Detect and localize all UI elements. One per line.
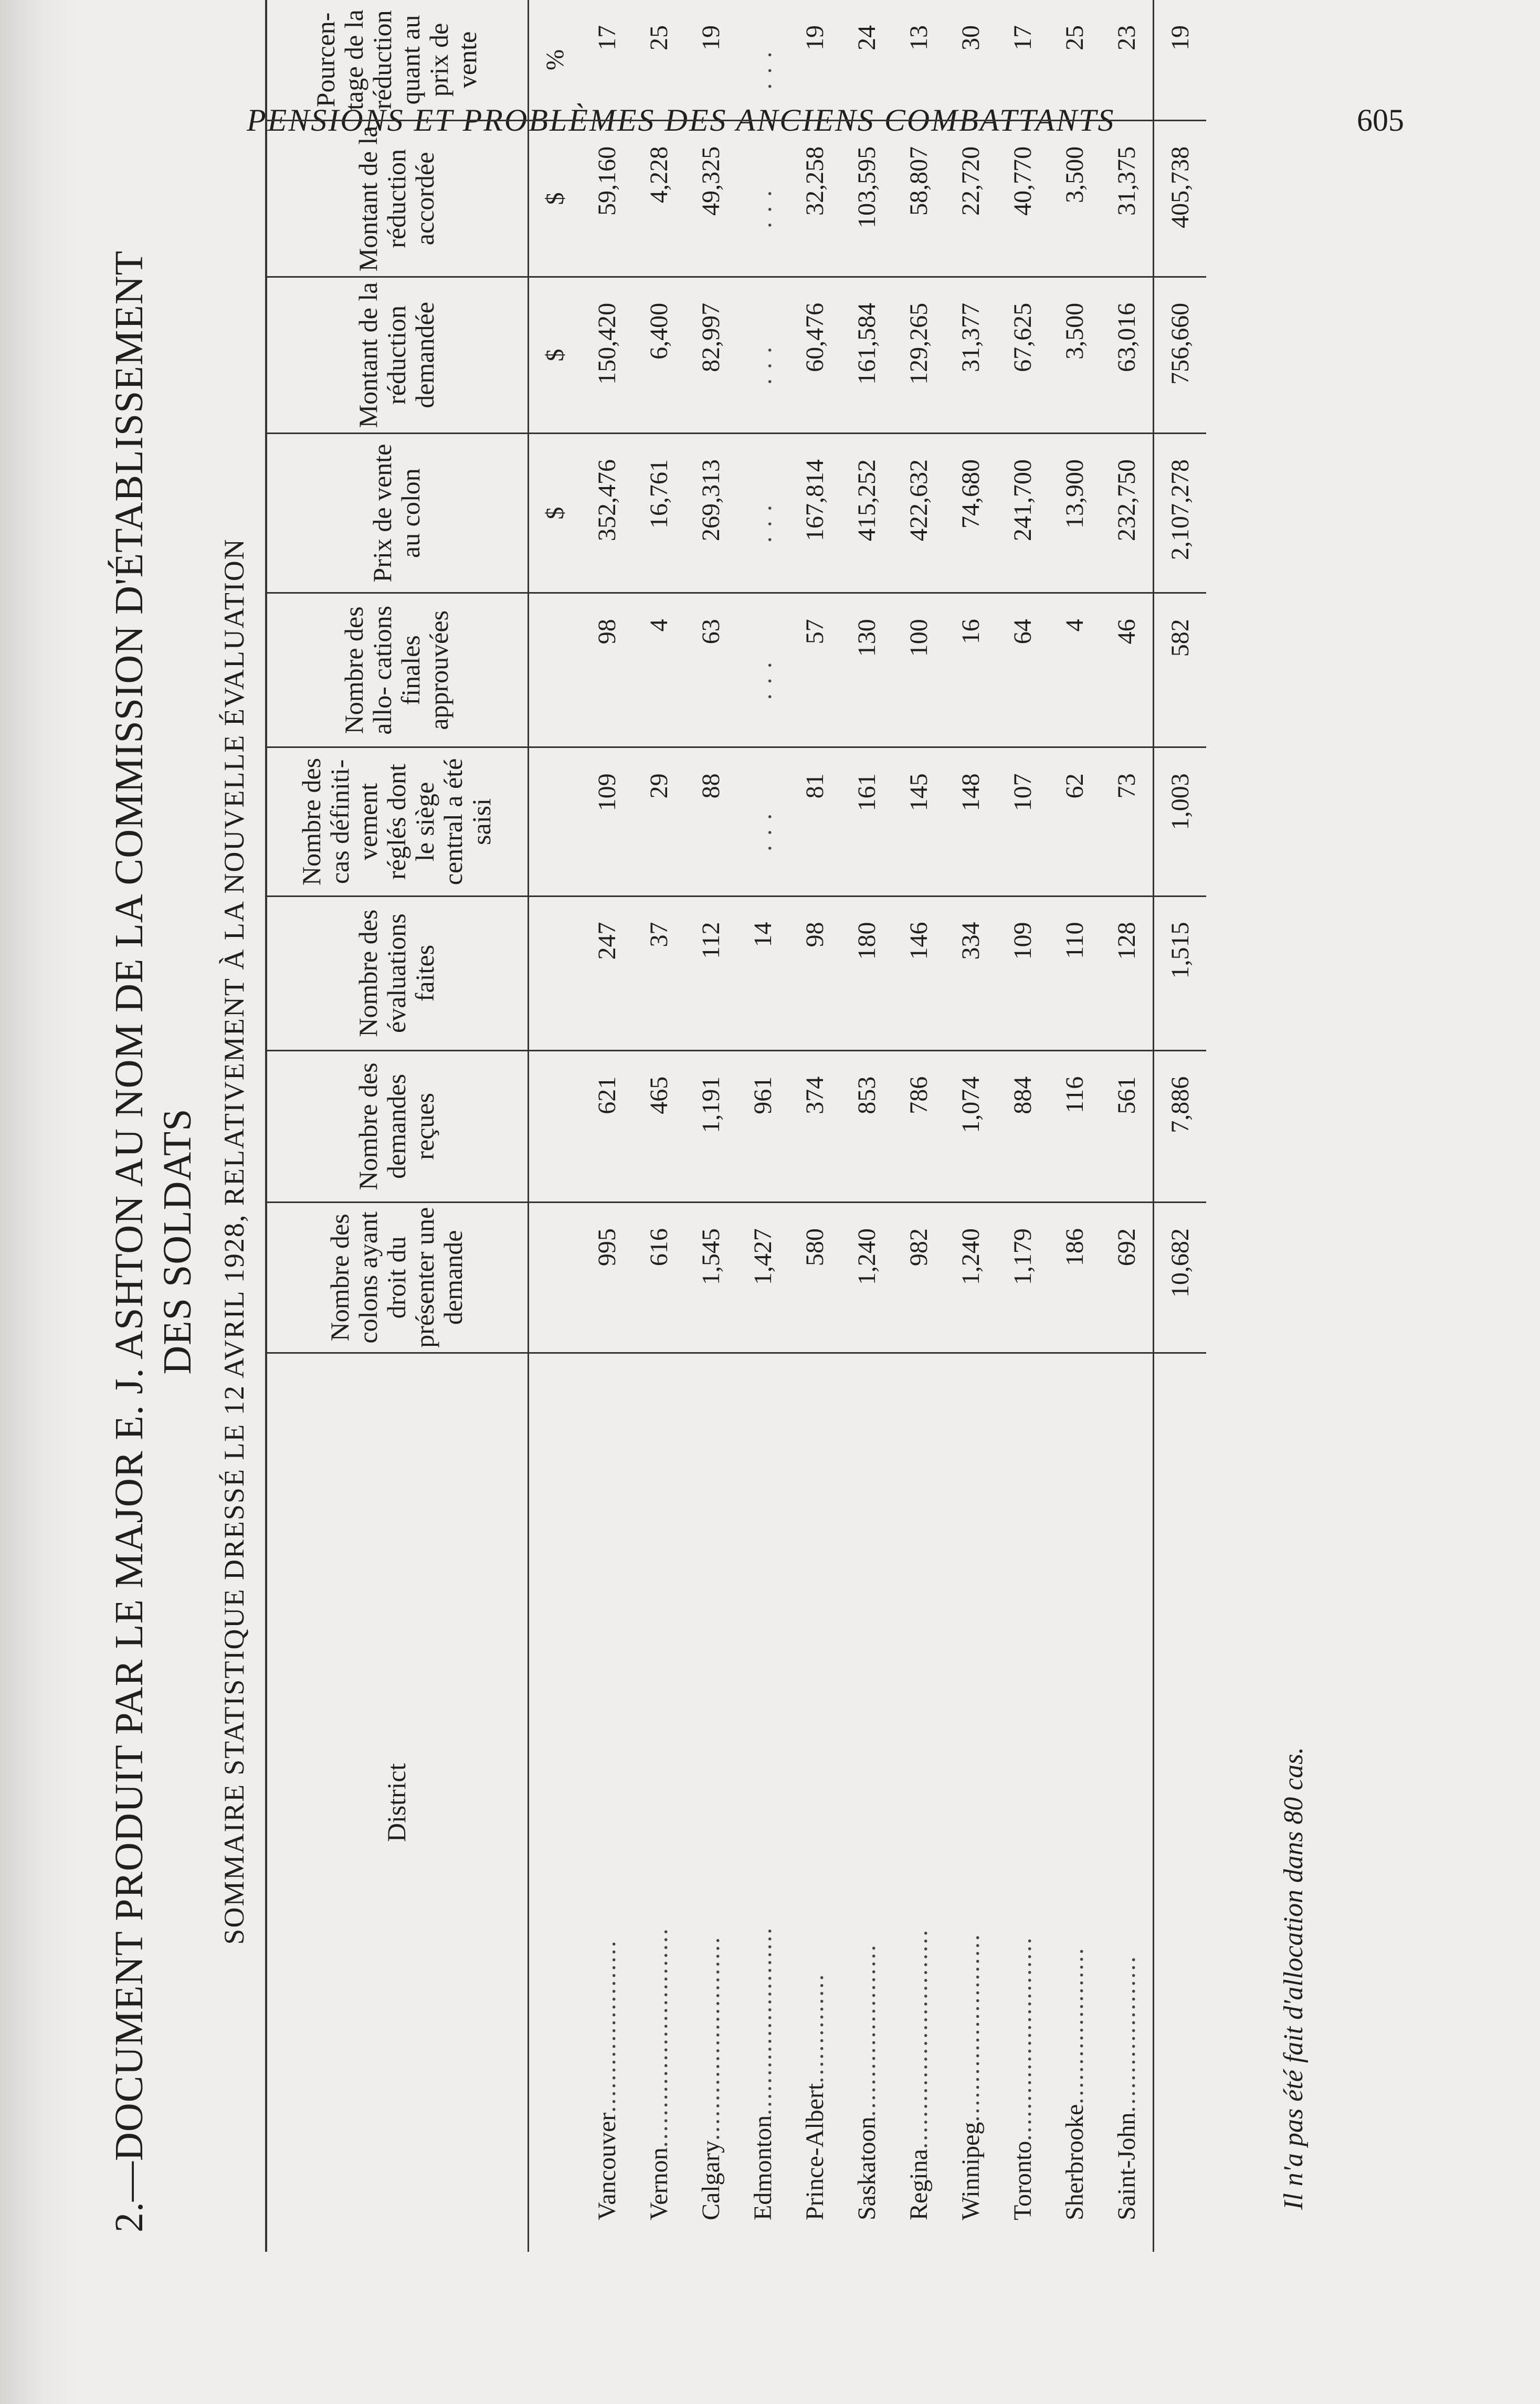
cell-accordee: 4,228 (633, 120, 685, 277)
cell-evaluations: 109 (997, 896, 1049, 1050)
cell-allocations: 46 (1101, 593, 1154, 747)
leader-dots: .................... (1113, 1955, 1141, 2113)
table-header-row (265, 0, 529, 2252)
cell-demandes: 465 (633, 1050, 685, 1202)
cell-prix: 13,900 (1049, 433, 1101, 593)
header-prix-label: Prix de vente au colon (367, 444, 425, 583)
header-allocations: Nombre des allo- cations finales approuvées (265, 593, 529, 747)
district-name: Winnipeg (957, 2122, 985, 2220)
cell-demandee: 67,625 (997, 277, 1049, 433)
cell-allocations: 63 (685, 593, 737, 747)
header-pourcentage-label: Pourcen- tage de la réduction quant au prix de vente (311, 9, 482, 110)
unit-cell-pourcentage: % (541, 49, 569, 70)
cell-demandee: 6,400 (633, 277, 685, 433)
cell-allocations: 16 (945, 593, 997, 747)
table-row (633, 0, 685, 2252)
table-row (945, 0, 997, 2252)
leader-dots: ...................... (593, 1939, 621, 2113)
cell-accordee: 58,807 (893, 120, 945, 277)
running-head: PENSIONS ET PROBLÈMES DES ANCIENS COMBATTANTS (247, 103, 1115, 138)
district-cell (685, 1353, 737, 2252)
cell-accordee: 22,720 (945, 120, 997, 277)
cell-evaluations: 128 (1101, 896, 1154, 1050)
cell-accordee: 103,595 (841, 120, 893, 277)
cell-evaluations: 14 (737, 896, 789, 1050)
cell-prix: 167,814 (789, 433, 841, 593)
table-row (1101, 0, 1154, 2252)
table-row (997, 0, 1049, 2252)
cell-allocations: 57 (789, 593, 841, 747)
leader-dots: ........................ (957, 1933, 985, 2122)
cell-pourcentage: 19 (697, 25, 725, 50)
cell-colons: 692 (1101, 1203, 1154, 1353)
district-cell (789, 1353, 841, 2252)
cell-evaluations: 110 (1049, 896, 1101, 1050)
cell-colons: 1,545 (685, 1203, 737, 1353)
cell-colons: 1,240 (841, 1203, 893, 1353)
cell-accordee: 3,500 (1049, 120, 1101, 277)
cell-demandes: 961 (737, 1050, 789, 1202)
cell-accordee: 49,325 (685, 120, 737, 277)
cell-pourcentage: 23 (1113, 25, 1141, 50)
header-evaluations: Nombre des évaluations faites (265, 896, 529, 1050)
district-name: Saskatoon (853, 2116, 881, 2220)
cell-accordee: . . . (737, 120, 789, 277)
cell-colons: 616 (633, 1203, 685, 1353)
table-row (893, 0, 945, 2252)
cell-demandee: 63,016 (1101, 277, 1154, 433)
table-row (685, 0, 737, 2252)
district-cell (633, 1353, 685, 2252)
cell-cas: 109 (581, 747, 633, 896)
district-name: Prince-Albert (801, 2083, 829, 2220)
leader-dots: ............................ (905, 1928, 933, 2149)
total-pourcentage: 19 (1154, 0, 1207, 120)
district-name: Sherbrooke (1061, 2104, 1089, 2220)
cell-allocations: 98 (581, 593, 633, 747)
unit-cell-cas (529, 747, 582, 896)
leader-dots: .............. (801, 1973, 829, 2083)
cell-cas: 88 (685, 747, 737, 896)
leader-dots: .......................... (1009, 1936, 1037, 2141)
cell-pourcentage: 25 (1061, 25, 1089, 50)
cell-evaluations: 146 (893, 896, 945, 1050)
district-cell (581, 1353, 633, 2252)
header-pourcentage (265, 0, 529, 120)
title-line-2: DES SOLDATS (155, 1108, 199, 1375)
header-demandee (265, 277, 529, 433)
total-demandee: 756,660 (1154, 277, 1207, 433)
unit-cell-accordee: $ (529, 120, 582, 277)
district-name: Vernon (645, 2147, 673, 2220)
footnote: Il n'a pas été fait d'allocation dans 80 cas. (1279, 1747, 1309, 2210)
cell-demandes: 786 (893, 1050, 945, 1202)
cell-prix: 16,761 (633, 433, 685, 593)
district-name: Saint-John (1113, 2112, 1141, 2220)
table-row (841, 0, 893, 2252)
table-row (789, 0, 841, 2252)
cell-allocations: 64 (997, 593, 1049, 747)
total-cas: 1,003 (1154, 747, 1207, 896)
total-evaluations: 1,515 (1154, 896, 1207, 1050)
total-accordee: 405,738 (1154, 120, 1207, 277)
cell-demandes: 1,074 (945, 1050, 997, 1202)
totals-row (1154, 0, 1207, 2252)
district-cell (997, 1353, 1049, 2252)
unit-cell-prix: $ (529, 433, 582, 593)
cell-pourcentage: 19 (801, 25, 829, 50)
table-body (529, 0, 1207, 2252)
cell-accordee: 32,258 (789, 120, 841, 277)
cell-demandes: 621 (581, 1050, 633, 1202)
unit-cell-colons (529, 1203, 582, 1353)
leader-dots: ........................ (749, 1926, 777, 2115)
header-colons: Nombre des colons ayant droit du présenter une demande (265, 1203, 529, 1353)
district-name: Toronto (1009, 2141, 1037, 2220)
cell-prix: 352,476 (581, 433, 633, 593)
total-colons: 10,682 (1154, 1203, 1207, 1353)
cell-cas: 81 (789, 747, 841, 896)
table-row (737, 0, 789, 2252)
cell-allocations: 4 (633, 593, 685, 747)
district-cell (1101, 1353, 1154, 2252)
leader-dots: .................... (1061, 1946, 1089, 2104)
cell-demandes: 116 (1049, 1050, 1101, 1202)
cell-cas: 145 (893, 747, 945, 896)
page-number: 605 (1357, 103, 1404, 138)
cell-prix: 415,252 (841, 433, 893, 593)
header-prix (265, 433, 529, 593)
units-row (529, 0, 582, 2252)
header-accordee-label: Montant de la réduction accordée (353, 125, 439, 272)
table-row (581, 0, 633, 2252)
cell-pourcentage: 30 (957, 25, 985, 50)
cell-accordee: 59,160 (581, 120, 633, 277)
header-demandes: Nombre des demandes reçues (265, 1050, 529, 1202)
cell-prix: 241,700 (997, 433, 1049, 593)
cell-colons: 1,427 (737, 1203, 789, 1353)
cell-prix: 74,680 (945, 433, 997, 593)
cell-colons: 982 (893, 1203, 945, 1353)
cell-demandee: 129,265 (893, 277, 945, 433)
cell-pourcentage: 17 (593, 25, 621, 50)
cell-evaluations: 334 (945, 896, 997, 1050)
cell-colons: 1,179 (997, 1203, 1049, 1353)
cell-demandee: 82,997 (685, 277, 737, 433)
table-row (1049, 0, 1101, 2252)
cell-prix: 232,750 (1101, 433, 1154, 593)
district-cell (893, 1353, 945, 2252)
district-cell (1049, 1353, 1101, 2252)
cell-cas: 148 (945, 747, 997, 896)
district-name: Calgary (697, 2141, 725, 2220)
cell-accordee: 31,375 (1101, 120, 1154, 277)
cell-prix: 422,632 (893, 433, 945, 593)
cell-cas: 107 (997, 747, 1049, 896)
cell-prix: 269,313 (685, 433, 737, 593)
cell-prix: . . . (737, 433, 789, 593)
leader-dots: ............................ (645, 1927, 673, 2148)
leader-dots: ...................... (853, 1943, 881, 2117)
cell-demandes: 561 (1101, 1050, 1154, 1202)
cell-cas: 73 (1101, 747, 1154, 896)
header-district: District (265, 1353, 529, 2252)
cell-colons: 995 (581, 1203, 633, 1353)
cell-colons: 186 (1049, 1203, 1101, 1353)
cell-pourcentage: 25 (645, 25, 673, 50)
unit-cell-allocations (529, 593, 582, 747)
cell-allocations: . . . (737, 593, 789, 747)
district-name: Regina (905, 2149, 933, 2220)
cell-allocations: 100 (893, 593, 945, 747)
district-cell (945, 1353, 997, 2252)
title-line-1: 2.—DOCUMENT PRODUIT PAR LE MAJOR E. J. ASHTON AU NOM DE LA COMMISSION D'ÉTABLISSEMENT (107, 250, 151, 2233)
district-cell (841, 1353, 893, 2252)
district-cell (737, 1353, 789, 2252)
cell-demandee: 150,420 (581, 277, 633, 433)
cell-pourcentage: 24 (853, 25, 881, 50)
statistics-table-wrapper (265, 0, 1206, 2252)
total-prix: 2,107,278 (1154, 433, 1207, 593)
cell-allocations: 130 (841, 593, 893, 747)
cell-cas: 62 (1049, 747, 1101, 896)
cell-demandes: 853 (841, 1050, 893, 1202)
cell-colons: 580 (789, 1203, 841, 1353)
district-name: Vancouver (593, 2112, 621, 2220)
cell-demandee: . . . (737, 277, 789, 433)
table-subtitle: SOMMAIRE STATISTIQUE DRESSÉ LE 12 AVRIL 1928, RELATIVEMENT À LA NOUVELLE ÉVALUATION (218, 538, 250, 1945)
statistics-table (265, 0, 1206, 2252)
cell-evaluations: 37 (633, 896, 685, 1050)
cell-colons: 1,240 (945, 1203, 997, 1353)
cell-demandes: 374 (789, 1050, 841, 1202)
cell-evaluations: 98 (789, 896, 841, 1050)
total-allocations: 582 (1154, 593, 1207, 747)
cell-cas: 29 (633, 747, 685, 896)
cell-demandes: 884 (997, 1050, 1049, 1202)
cell-evaluations: 112 (685, 896, 737, 1050)
cell-accordee: 40,770 (997, 120, 1049, 277)
cell-evaluations: 247 (581, 896, 633, 1050)
cell-pourcentage: 17 (1009, 25, 1037, 50)
header-accordee (265, 120, 529, 277)
cell-demandee: 3,500 (1049, 277, 1101, 433)
cell-cas: 161 (841, 747, 893, 896)
cell-allocations: 4 (1049, 593, 1101, 747)
cell-evaluations: 180 (841, 896, 893, 1050)
cell-demandee: 31,377 (945, 277, 997, 433)
cell-pourcentage: . . . (749, 50, 777, 90)
total-demandes: 7,886 (1154, 1050, 1207, 1202)
unit-cell-evaluations (529, 896, 582, 1050)
leader-dots: .......................... (697, 1936, 725, 2141)
table-top-rule (265, 0, 267, 2252)
cell-pourcentage: 13 (905, 25, 933, 50)
unit-cell-district (529, 1353, 582, 2252)
totals-label-cell (1154, 1353, 1207, 2252)
header-demandee-label: Montant de la réduction demandée (353, 282, 439, 428)
header-cas: Nombre des cas définiti- vement réglés dont le siège central a été saisi (265, 747, 529, 896)
document-title (105, 231, 202, 2252)
cell-demandes: 1,191 (685, 1050, 737, 1202)
unit-cell-demandee: $ (529, 277, 582, 433)
cell-demandee: 161,584 (841, 277, 893, 433)
unit-cell-demandes (529, 1050, 582, 1202)
cell-cas: . . . (737, 747, 789, 896)
district-name: Edmonton (749, 2115, 777, 2220)
cell-demandee: 60,476 (789, 277, 841, 433)
